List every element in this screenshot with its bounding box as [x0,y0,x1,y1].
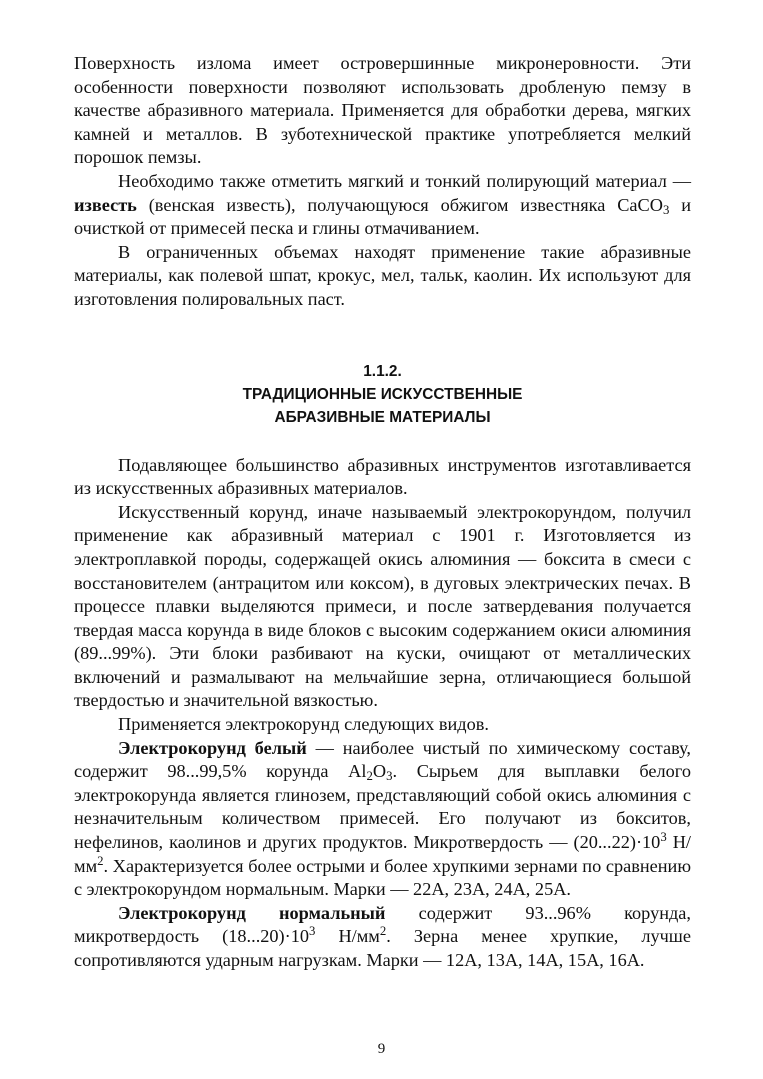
subscript: 3 [386,769,393,784]
term-normal-corundum: Электрокорунд нормальный [118,902,386,923]
paragraph-artificial-intro: Подавляющее большинство абразивных инструментов изготавливается из искусственных абразивных материалов. [74,454,691,499]
superscript: 2 [379,924,387,939]
superscript: 3 [309,924,316,939]
page-number: 9 [377,1041,386,1057]
term-lime: известь [74,194,137,215]
text-run: — наиболее чистый по химическому составу, содержит 98...99,5% корунда Al [74,737,691,782]
subscript: 3 [662,202,670,217]
text-run: . Сырьем для выплавки белого электрокорунда является глинозем, представляющий собой окись алюминия с незначительным количеством примесей. Его получают из бокситов, нефелинов, каолинов и других продуктов. Микротвердость — (20...22)·10 [74,761,691,853]
text-run: содержит 93...96% корунда, микротвердость (18...20)·10 [74,902,691,947]
paragraph-lime [74,170,691,241]
subscript: 2 [366,769,373,784]
paragraph-types-intro: Применяется электрокорунд следующих видов. [118,714,489,735]
page-body [74,52,691,973]
section-heading [74,360,691,429]
paragraph-normal-corundum [74,902,691,973]
paragraph-limited-abrasives: В ограниченных объемах находят применение такие абразивные материалы, как полевой шпат, крокус, мел, тальк, каолин. Их используют для изготовления полировальных паст. [74,241,691,309]
text-run: Необходимо также отметить мягкий и тонкий полирующий материал — [118,170,691,191]
text-run: и очисткой от примесей песка и глины отмачиванием. [74,194,691,239]
paragraph-artificial-corundum: Искусственный корунд, иначе называемый электрокорундом, получил применение как абразивный материал с 1901 г. Изготовляется из электроплавкой породы, содержащей окись алюминия — боксита в смеси с восстановителем (антрацитом или коксом), в дуговых электрических печах. В процессе плавки выделяются примеси, и после затвердевания получается твердая масса корунда в виде блоков с высоким содержанием окиси алюминия (89...99%). Эти блоки разбивают на куски, очищают от металлических включений и размалывают на мельчайшие зерна, отличающиеся большой твердостью и значительной вязкостью. [74,501,691,711]
superscript: 3 [660,830,667,844]
section-title-line-2: АБРАЗИВНЫЕ МАТЕРИАЛЫ [274,408,491,426]
text-run: O [372,761,387,782]
text-run: Н/мм [315,926,380,947]
paragraph-white-corundum [74,737,691,902]
section-number: 1.1.2. [363,362,402,380]
paragraph-pumice: Поверхность излома имеет островершинные микронеровности. Эти особенности поверхности позволяют использовать дробленую пемзу в качестве абразивного материала. Применяется для обработки дерева, мягких камней и металлов. В зуботехнической практике употребляется мелкий порошок пемзы. [74,53,691,168]
term-white-corundum: Электрокорунд белый [118,737,307,758]
text-run: (венская известь), получающуюся обжигом известняка CaCO [136,194,663,215]
text-run: . Зерна менее хрупкие, лучше сопротивляются ударным нагрузкам. Марки — 12А, 13А, 14А, 15А, 16А. [74,926,691,970]
text-run: . Характеризуется более острыми и более хрупкими зернами по сравнению с электрокорундом нормальным. Марки — 22А, 23А, 24А, 25А. [74,855,691,900]
superscript: 2 [97,853,104,868]
text-run: Н/мм [74,832,691,876]
section-title-line-1: ТРАДИЦИОННЫЕ ИСКУССТВЕННЫЕ [242,385,523,403]
